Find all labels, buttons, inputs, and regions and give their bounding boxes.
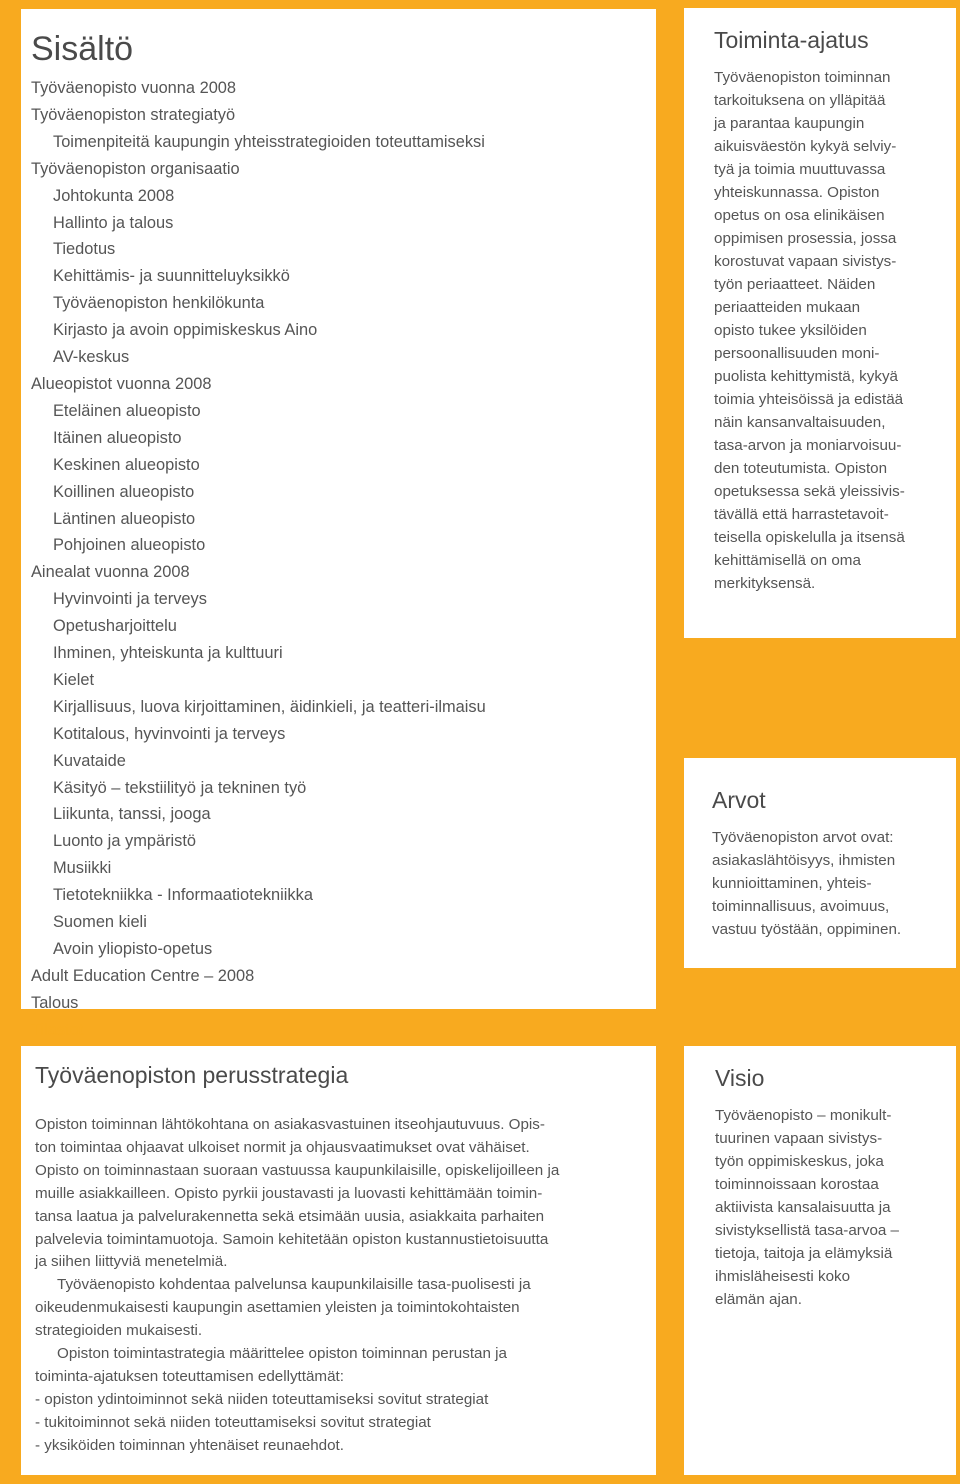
mission-line: korostuvat vapaan sivistys-: [714, 253, 897, 270]
toc-item[interactable]: Eteläinen alueopisto: [53, 401, 201, 420]
strategy-line: Työväenopisto kohdentaa palvelunsa kaupunkilaisille tasa-puolisesti ja: [57, 1276, 531, 1294]
mission-line: den toteutumista. Opiston: [714, 460, 888, 477]
mission-line: yhteiskunnassa. Opiston: [714, 184, 880, 201]
vision-box: [684, 1046, 956, 1475]
mission-line: tasa-arvon ja moniarvoisuu-: [714, 437, 902, 454]
strategy-line: strategioiden mukaisesti.: [35, 1322, 203, 1340]
mission-box: [684, 8, 956, 638]
strategy-line: Opiston toiminnan lähtökohtana on asiakasvastuinen itseohjautuvuus. Opis-: [35, 1116, 545, 1133]
strategy-box: [21, 1046, 656, 1475]
toc-item[interactable]: Tiedotus: [53, 240, 116, 259]
strategy-line: palvelevia toimintamuotoja. Samoin kehitetään opiston kustannustietoisuutta: [35, 1230, 549, 1248]
strategy-line: Opisto on toiminnastaan suoraan vastuussa kaupunkilaisille, opiskelijoilleen ja: [35, 1161, 560, 1179]
toc-item[interactable]: Itäinen alueopisto: [53, 428, 182, 447]
toc-item[interactable]: Kuvataide: [53, 751, 126, 770]
strategy-title: Työväenopiston perusstrategia: [35, 1062, 349, 1088]
strategy-line: Opiston toimintastrategia määrittelee opiston toiminnan perustan ja: [57, 1345, 507, 1363]
toc-item[interactable]: Kotitalous, hyvinvointi ja terveys: [53, 724, 286, 743]
mission-line: opisto tukee yksilöiden: [714, 322, 867, 339]
toc-item[interactable]: Hyvinvointi ja terveys: [53, 590, 207, 609]
toc-item[interactable]: Adult Education Centre – 2008: [31, 966, 255, 985]
mission-line: opetuksessa sekä yleissivis-: [714, 483, 905, 500]
values-title: Arvot: [712, 787, 766, 813]
strategy-line: ton toimintaa ohjaavat ulkoiset normit ja ohjausvaatimukset ovat vähäiset.: [35, 1138, 530, 1156]
toc-item[interactable]: Johtokunta 2008: [53, 186, 175, 205]
toc-item[interactable]: Musiikki: [53, 859, 112, 878]
mission-line: aikuisväestön kykyä selviy-: [714, 138, 897, 155]
toc-item[interactable]: Talous: [31, 993, 79, 1012]
strategy-line: ja siihen liittyviä menetelmiä.: [35, 1253, 228, 1271]
strategy-text: [35, 1114, 642, 1458]
toc-item[interactable]: Toimenpiteitä kaupungin yhteisstrategioiden toteuttamiseksi: [53, 132, 485, 151]
toc-item[interactable]: Liikunta, tanssi, jooga: [53, 805, 211, 824]
vision-text: [715, 1104, 946, 1311]
toc-item[interactable]: Tietotekniikka - Informaatiotekniikka: [53, 886, 313, 905]
toc-item[interactable]: Avoin yliopisto-opetus: [53, 940, 213, 958]
toc-item[interactable]: Keskinen alueopisto: [53, 455, 200, 474]
toc-item[interactable]: Kirjasto ja avoin oppimiskeskus Aino: [53, 321, 318, 340]
vision-line: aktiivista kansalaisuutta ja: [715, 1199, 891, 1216]
values-box: [684, 758, 956, 968]
values-line: toiminnallisuus, avoimuus,: [712, 898, 890, 915]
mission-line: oppimisen prosessia, jossa: [714, 230, 897, 247]
mission-line: tarkoituksena on ylläpitää: [714, 92, 886, 109]
vision-line: työn oppimiskeskus, joka: [715, 1153, 884, 1170]
values-line: vastuu työstään, oppiminen.: [712, 921, 902, 938]
toc-item[interactable]: Tilastot: [31, 1020, 84, 1039]
values-line: Työväenopiston arvot ovat:: [712, 829, 894, 846]
mission-text: [714, 66, 944, 595]
toc-item[interactable]: Työväenopiston strategiatyö: [31, 105, 236, 124]
toc-item[interactable]: Alueopistot vuonna 2008: [31, 374, 212, 393]
values-text: [712, 826, 946, 941]
toc-item[interactable]: Koillinen alueopisto: [53, 482, 195, 501]
toc-item[interactable]: Hallinto ja talous: [53, 213, 174, 232]
toc-item[interactable]: Luonto ja ympäristö: [53, 832, 197, 851]
toc-item[interactable]: Kehittämis- ja suunnitteluyksikkö: [53, 267, 290, 286]
vision-line: sivistyksellistä tasa-arvoa –: [715, 1222, 900, 1239]
vision-title: Visio: [715, 1065, 765, 1091]
strategy-line: - tukitoiminnot sekä niiden toteuttamiseksi sovitut strategiat: [35, 1413, 431, 1431]
toc-list: [31, 75, 656, 1044]
mission-line: teisella opiskelulla ja itsensä: [714, 529, 905, 546]
mission-line: tävällä että harrastetavoit-: [714, 506, 889, 523]
toc-item[interactable]: Läntinen alueopisto: [53, 509, 196, 528]
mission-line: työn periaatteet. Näiden: [714, 276, 876, 293]
toc-item[interactable]: Suomen kieli: [53, 913, 147, 932]
toc-item[interactable]: Kielet: [53, 670, 95, 689]
mission-line: toimia yhteisöissä ja edistää: [714, 391, 904, 408]
values-line: asiakaslähtöisyys, ihmisten: [712, 852, 896, 869]
mission-line: ja parantaa kaupungin: [714, 115, 865, 132]
mission-line: puolista kehittymistä, kykyä: [714, 368, 899, 385]
toc-item[interactable]: Ihminen, yhteiskunta ja kulttuuri: [53, 644, 283, 663]
strategy-line: toiminta-ajatuksen toteuttamisen edellyttämät:: [35, 1367, 344, 1385]
strategy-line: muille asiakkailleen. Opisto pyrkii joustavasti ja luovasti kehittämään toimin-: [35, 1184, 543, 1202]
mission-line: näin kansanvaltaisuuden,: [714, 414, 886, 431]
mission-line: opetus on osa elinikäisen: [714, 207, 885, 224]
vision-line: tuurinen vapaan sivistys-: [715, 1130, 883, 1147]
table-of-contents: [21, 9, 656, 1039]
vision-line: toiminnoissaan korostaa: [715, 1176, 879, 1193]
mission-line: tyä ja toimia muuttuvassa: [714, 161, 886, 178]
toc-title: Sisältö: [31, 30, 134, 68]
toc-item[interactable]: Opetusharjoittelu: [53, 617, 177, 636]
mission-line: merkityksensä.: [714, 575, 816, 592]
strategy-line: oikeudenmukaisesti kaupungin asettamien yleisten ja toimintokohtaisten: [35, 1299, 520, 1317]
vision-line: ihmisläheisesti koko: [715, 1268, 851, 1285]
vision-line: tietoja, taitoja ja elämyksiä: [715, 1245, 893, 1262]
mission-title: Toiminta-ajatus: [714, 27, 869, 53]
toc-item[interactable]: AV-keskus: [53, 348, 130, 367]
toc-item[interactable]: Työväenopisto vuonna 2008: [31, 79, 237, 97]
strategy-line: - opiston ydintoiminnot sekä niiden toteuttamiseksi sovitut strategiat: [35, 1390, 489, 1408]
mission-line: persoonallisuuden moni-: [714, 345, 880, 362]
toc-item[interactable]: Työväenopiston organisaatio: [31, 159, 240, 178]
mission-line: periaatteiden mukaan: [714, 299, 861, 316]
vision-line: Työväenopisto – monikult-: [715, 1107, 892, 1124]
toc-item[interactable]: Käsityö – tekstiilityö ja tekninen työ: [53, 778, 307, 797]
values-line: kunnioittaminen, yhteis-: [712, 875, 872, 892]
toc-item[interactable]: Pohjoinen alueopisto: [53, 536, 206, 555]
mission-line: Työväenopiston toiminnan: [714, 69, 891, 86]
vision-line: elämän ajan.: [715, 1291, 802, 1308]
mission-line: kehittämisellä on oma: [714, 552, 861, 569]
strategy-line: - yksiköiden toiminnan yhtenäiset reunaehdot.: [35, 1436, 345, 1454]
toc-item[interactable]: Työväenopiston henkilökunta: [53, 294, 265, 313]
toc-item[interactable]: Kirjallisuus, luova kirjoittaminen, äidinkieli, ja teatteri-ilmaisu: [53, 697, 486, 716]
strategy-line: tansa laatua ja palvelurakennetta sekä etsimään uusia, asiakkaita parhaiten: [35, 1207, 545, 1225]
toc-item[interactable]: Ainealat vuonna 2008: [31, 563, 190, 582]
